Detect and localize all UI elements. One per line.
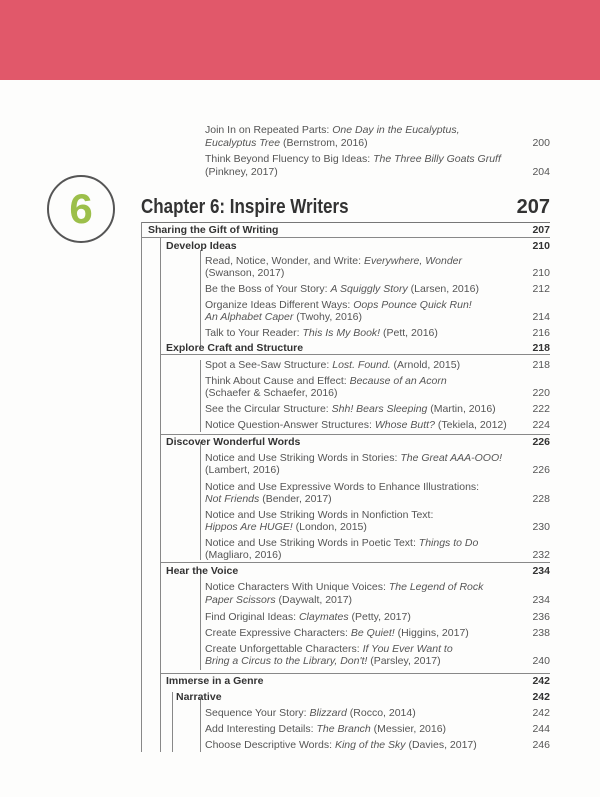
outline-guide-entries (200, 360, 201, 432)
entry-author: (London, 2015) (292, 521, 367, 533)
chapter-title[interactable]: Chapter 6: Inspire Writers (141, 196, 349, 218)
entry-title: Whose Butt? (374, 419, 435, 431)
entry-text: Find Original Ideas: (205, 611, 299, 623)
page-number: 242 (532, 707, 550, 719)
page-number: 246 (532, 739, 550, 751)
section-title: Sharing the Gift of Writing (148, 224, 279, 236)
entry-author: (Higgins, 2017) (394, 627, 469, 639)
section-title: Discover Wonderful Words (166, 436, 301, 448)
entry-author: (Martin, 2016) (427, 403, 496, 415)
outline-guide-entries (200, 698, 201, 752)
page-number: 236 (532, 611, 550, 623)
page-number: 226 (532, 436, 550, 448)
page-number: 226 (532, 464, 550, 476)
entry-author: (Rocco, 2014) (346, 707, 416, 719)
entry-text: Sequence Your Story: (205, 707, 310, 719)
entry-author: (Bernstrom, 2016) (280, 137, 368, 149)
entry-author: (Pinkney, 2017) (205, 166, 278, 178)
entry-title: This Is My Book! (302, 327, 381, 339)
chapter-number: 6 (69, 185, 93, 232)
page-number: 220 (532, 387, 550, 399)
entry-author: (Daywalt, 2017) (275, 594, 353, 606)
entry-author: (Davies, 2017) (405, 739, 477, 751)
entry-text: Be the Boss of Your Story: (205, 283, 331, 295)
entry-author: (Messier, 2016) (370, 723, 447, 735)
page-number: 222 (532, 403, 550, 415)
entry-title: If You Ever Want to (362, 643, 453, 655)
entry-title: King of the Sky (334, 739, 406, 751)
outline-guide-entries (200, 442, 201, 560)
section-title: Immerse in a Genre (166, 675, 264, 687)
entry-text: Talk to Your Reader: (205, 327, 303, 339)
entry-title: Things to Do (418, 537, 479, 549)
entry-title: Bring a Circus to the Library, Don't! (205, 655, 368, 667)
entry-text: Notice and Use Expressive Words to Enhance Illustrations: (205, 481, 480, 493)
page-number: 224 (532, 419, 550, 431)
chapter-number-badge (47, 175, 115, 243)
entry-title: The Branch (316, 723, 371, 735)
entry-author: (Arnold, 2015) (390, 359, 461, 371)
entry-author: (Parsley, 2017) (367, 655, 441, 667)
entry-title: Oops Pounce Quick Run! (353, 299, 472, 311)
entry-text: Join In on Repeated Parts: (205, 124, 333, 136)
outline-guide-entries (200, 250, 201, 346)
entry-author: (Lambert, 2016) (205, 464, 280, 476)
entry-author: (Schaefer & Schaefer, 2016) (205, 387, 338, 399)
page-number: 218 (532, 342, 550, 354)
page-number: 230 (532, 521, 550, 533)
entry-title: Eucalyptus Tree (205, 137, 281, 149)
section-title: Hear the Voice (166, 565, 239, 577)
entry-title: Blizzard (309, 707, 347, 719)
entry-title: A Squiggly Story (330, 283, 408, 295)
outline-guide-level1 (160, 563, 161, 673)
page-number: 240 (532, 655, 550, 667)
page-number: 234 (532, 565, 550, 577)
entry-author: (Pett, 2016) (380, 327, 438, 339)
section-title: Narrative (176, 691, 222, 703)
entry-title: The Great AAA-OOO! (400, 452, 503, 464)
page-number: 200 (532, 137, 550, 149)
page-number: 242 (532, 691, 550, 703)
entry-text: Notice and Use Striking Words in Stories: (205, 452, 401, 464)
entry-author: (Petty, 2017) (348, 611, 411, 623)
outline-guide-level1 (160, 354, 161, 434)
entry-title: One Day in the Eucalyptus, (332, 124, 460, 136)
outline-guide-level1 (160, 674, 161, 752)
entry-title: The Three Billy Goats Gruff (373, 153, 501, 165)
outline-guide-level1 (160, 434, 161, 562)
section-rule (141, 237, 550, 238)
entry-text: Notice Characters With Unique Voices: (205, 581, 389, 593)
page-number: 204 (532, 166, 550, 178)
page-number: 234 (532, 594, 550, 606)
entry-text: Spot a See-Saw Structure: (205, 359, 333, 371)
entry-text: Choose Descriptive Words: (205, 739, 335, 751)
page-number: 242 (532, 675, 550, 687)
page-number: 216 (532, 327, 550, 339)
entry-text: Notice and Use Striking Words in Nonfiction Text: (205, 509, 434, 521)
page-number: 210 (532, 240, 550, 252)
chapter-page: 207 (516, 196, 550, 218)
page-number: 218 (532, 359, 550, 371)
page-number: 238 (532, 627, 550, 639)
entry-text: See the Circular Structure: (205, 403, 332, 415)
entry-title: Hippos Are HUGE! (205, 521, 293, 533)
entry-title: Because of an Acorn (349, 375, 447, 387)
entry-title: An Alphabet Caper (205, 311, 294, 323)
page-number: 214 (532, 311, 550, 323)
outline-guide-level1 (160, 238, 161, 354)
entry-text: Notice and Use Striking Words in Poetic Text: (205, 537, 419, 549)
section-title: Develop Ideas (166, 240, 237, 252)
entry-text: Notice Question-Answer Structures: (205, 419, 375, 431)
outline-guide-level2 (172, 692, 173, 752)
section-rule (160, 434, 550, 435)
entry-title: Not Friends (205, 493, 260, 505)
page-number: 244 (532, 723, 550, 735)
chapter-rule (141, 222, 550, 223)
entry-author: (Magliaro, 2016) (205, 549, 282, 561)
entry-title: Paper Scissors (205, 594, 276, 606)
entry-title: Everywhere, Wonder (363, 255, 462, 267)
outline-guide-level0 (141, 222, 142, 752)
page-number: 210 (532, 267, 550, 279)
entry-title: The Legend of Rock (388, 581, 484, 593)
page-number: 228 (532, 493, 550, 505)
page-number: 212 (532, 283, 550, 295)
entry-title: Lost. Found. (332, 359, 391, 371)
section-title: Explore Craft and Structure (166, 342, 304, 354)
page-number: 232 (532, 549, 550, 561)
outline-guide-entries (200, 570, 201, 670)
entry-author: (Swanson, 2017) (205, 267, 285, 279)
entry-author: (Bender, 2017) (259, 493, 332, 505)
entry-text: Think Beyond Fluency to Big Ideas: (205, 153, 374, 165)
entry-author: (Larsen, 2016) (407, 283, 479, 295)
entry-text: Think About Cause and Effect: (205, 375, 350, 387)
entry-text: Create Expressive Characters: (205, 627, 351, 639)
entry-title: Shh! Bears Sleeping (331, 403, 428, 415)
entry-author: (Twohy, 2016) (293, 311, 363, 323)
entry-text: Read, Notice, Wonder, and Write: (205, 255, 364, 267)
entry-author: (Tekiela, 2012) (434, 419, 507, 431)
header-band (0, 0, 600, 80)
page-number: 207 (532, 224, 550, 236)
section-rule (160, 562, 550, 563)
entry-title: Claymates (298, 611, 349, 623)
entry-text: Add Interesting Details: (205, 723, 317, 735)
entry-title: Be Quiet! (350, 627, 395, 639)
entry-text: Create Unforgettable Characters: (205, 643, 363, 655)
section-rule (160, 673, 550, 674)
entry-text: Organize Ideas Different Ways: (205, 299, 354, 311)
